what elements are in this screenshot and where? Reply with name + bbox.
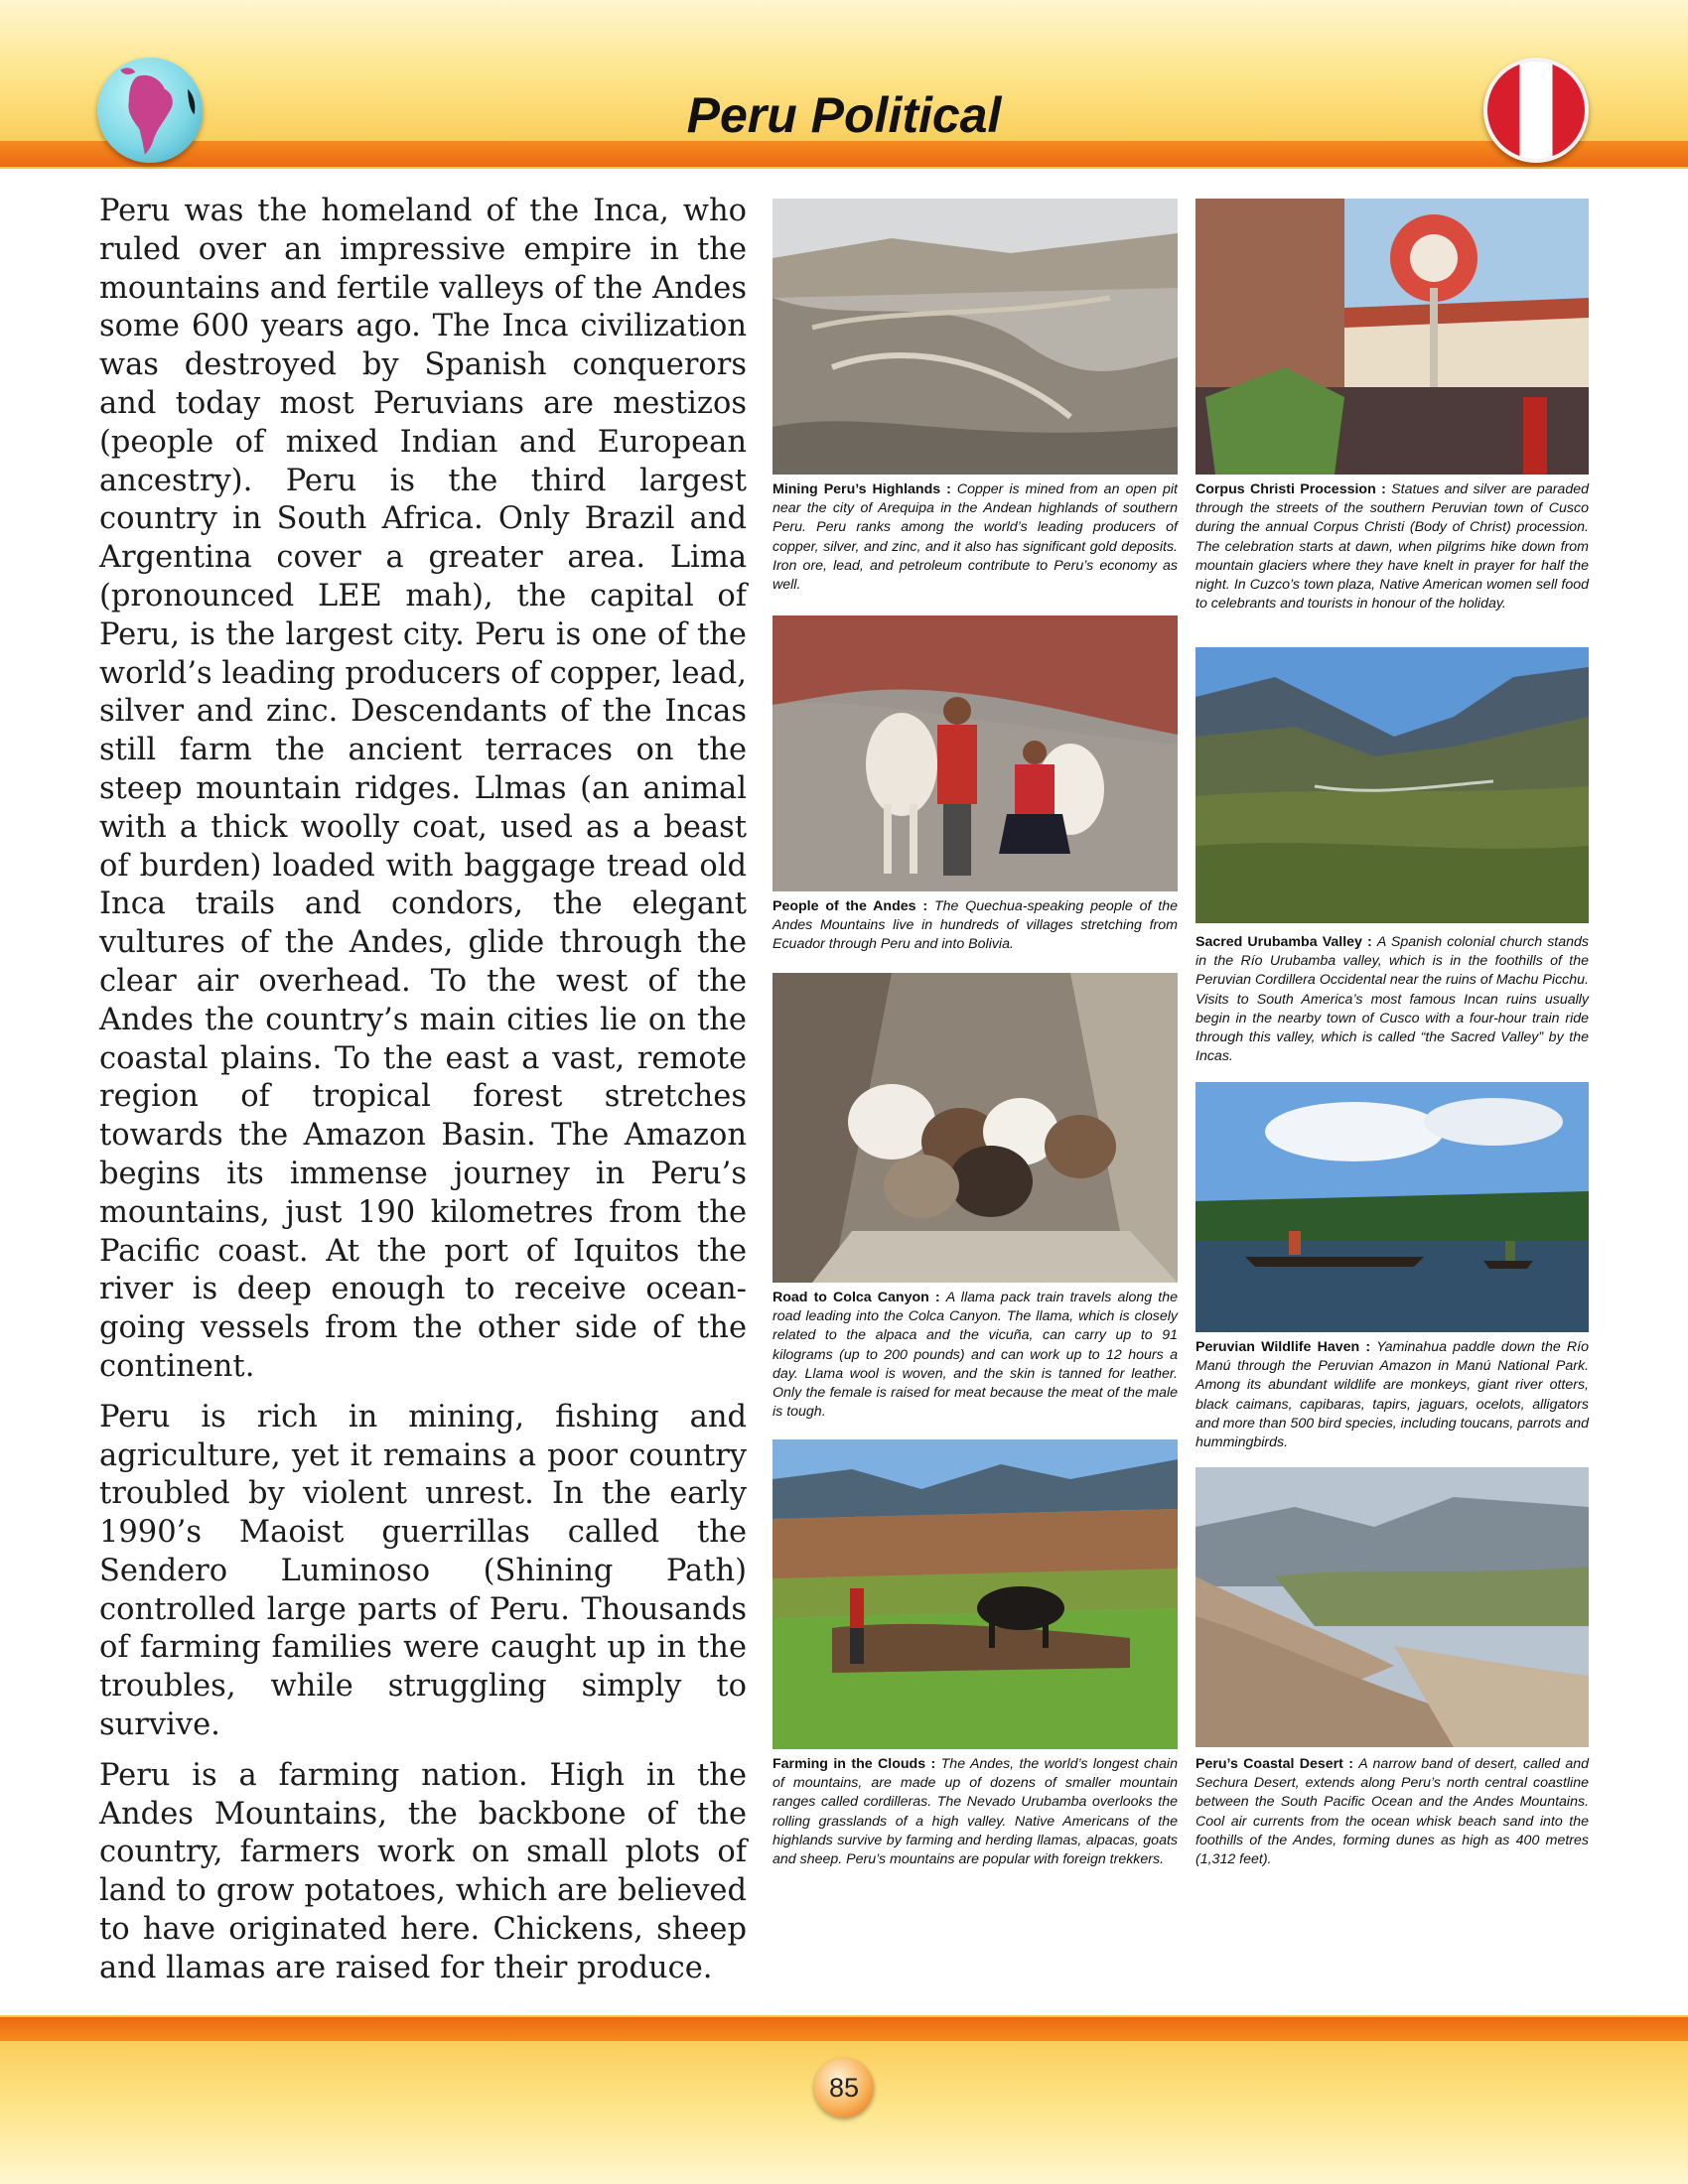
- caption-text: Statues and silver are paraded through the streets of the southern Peruvian town of Cusco during the annual Corpus Christi (Body of Christ) procession. The celebration starts at dawn, when pilgrims hike down from mountain glaciers where they have knelt in prayer for half the night. In Cuzco’s town plaza, Native American women sell food to celebrants and tourists in honour of the holiday.: [1196, 481, 1589, 613]
- article-paragraph: Peru was the homeland of the Inca, who ruled over an impressive empire in the mountains and fertile valleys of the Andes some 600 years ago. The Inca civilization was destroyed by Spanish conquerors and today most Peruvians are mestizos (people of mixed Indian and European ancestry). Peru is the third largest country in South Africa. Only Brazil and Argentina cover a greater area. Lima (pronounced LEE mah), the capital of Peru, is the largest city. Peru is one of the world’s leading producers of copper, lead, silver and zinc. Descendants of the Incas still farm the ancient terraces on the steep mountain ridges. Llmas (an animal with a thick woolly coat, used as a beast of burden) loaded with baggage tread old Inca trails and condors, the elegant vultures of the Andes, glide through the clear air overhead. To the west of the Andes the country’s main cities lie on the coastal plains. To the east a vast, remote region of tropical forest stretches towards the Amazon Basin. The Amazon begins its immense journey in Peru’s mountains, just 190 kilometres from the Pacific coast. At the port of Iquitos the river is deep enough to receive ocean-going vessels from the other side of the continent.: [99, 194, 747, 1384]
- sacred-valley-caption: [1196, 933, 1589, 1066]
- corpus-christi-photo: [1196, 199, 1589, 475]
- caption-text: A Spanish colonial church stands in the Río Urubamba valley, which is in the foothills of the Peruvian Cordillera Occidental near the ruins of Machu Picchu. Visits to South America’s most famous Incan ruins usually begin in the nearby town of Cusco with a four-hour train ride through this valley, which is called “the Sacred Valley” by the Incas.: [1196, 934, 1589, 1065]
- caption-text: A narrow band of desert, called and Sechura Desert, extends along Peru’s north central coastline between the South Pacific Ocean and the Andes Mountains. Cool air currents from the ocean whisk beach sand into the foothills of the Andes, forming dunes as high as 400 metres (1,312 feet).: [1196, 1756, 1590, 1868]
- article-paragraph: Peru is rich in mining, fishing and agriculture, yet it remains a poor country troubled by violent unrest. In the early 1990’s Maoist guerrillas called the Sendero Luminoso (Shining Path) controlled large parts of Peru. Thousands of farming families were caught up in the troubles, while struggling simply to survive.: [99, 1399, 747, 1743]
- caption-text: The Quechua-speaking people of the Andes Mountains live in hundreds of villages stretching from Ecuador through Peru and into Bolivia.: [773, 898, 1178, 953]
- caption-title: Peru’s Coastal Desert :: [1196, 1756, 1353, 1772]
- article-body: [99, 193, 747, 2000]
- farming-photo: [773, 1439, 1178, 1749]
- farming-caption: [773, 1755, 1178, 1869]
- mining-caption: [773, 480, 1178, 595]
- wildlife-haven-photo: [1196, 1082, 1589, 1332]
- colca-llamas-photo: [773, 973, 1178, 1283]
- caption-title: People of the Andes :: [773, 898, 928, 914]
- page-title: Peru Political: [686, 87, 1002, 143]
- coastal-desert-caption: [1196, 1755, 1589, 1869]
- wildlife-haven-caption: [1196, 1338, 1589, 1452]
- mining-photo: [773, 199, 1178, 475]
- article-paragraph: Peru is a farming nation. High in the Andes Mountains, the backbone of the country, farmers work on small plots of land to grow potatoes, which are believed to have originated here. Chickens, sheep and llamas are raised for their produce.: [99, 1757, 747, 1985]
- caption-title: Mining Peru’s Highlands :: [773, 481, 951, 497]
- caption-text: Copper is mined from an open pit near the city of Arequipa in the Andean highlands of southern Peru. Peru ranks among the world’s leading producers of copper, silver, and zinc, and it also has significant gold deposits. Iron ore, lead, and petroleum contribute to Peru’s economy as well.: [773, 481, 1179, 594]
- caption-title: Peruvian Wildlife Haven :: [1196, 1339, 1371, 1355]
- caption-title: Sacred Urubamba Valley :: [1196, 934, 1372, 950]
- colca-caption: [773, 1289, 1178, 1422]
- sacred-valley-photo: [1196, 647, 1589, 923]
- andes-people-photo: [773, 615, 1178, 891]
- caption-title: Corpus Christi Procession :: [1196, 481, 1386, 497]
- corpus-christi-caption: [1196, 480, 1589, 614]
- caption-title: Farming in the Clouds :: [773, 1756, 936, 1772]
- page-number: 85: [814, 2058, 874, 2117]
- caption-text: A llama pack train travels along the road leading into the Colca Canyon. The llama, which is closely related to the alpaca and the vicuña, can carry up to 91 kilograms (up to 200 pounds) and can work up to 12 hours a day. Llama wool is woven, and the skin is tanned for leather. Only the female is raised for meat because the meat of the male is tough.: [773, 1290, 1179, 1421]
- footer-band: [0, 2017, 1688, 2041]
- coastal-desert-photo: [1196, 1467, 1589, 1747]
- caption-text: Yaminahua paddle down the Río Manú through the Peruvian Amazon in Manú National Park. Among its abundant wildlife are monkeys, giant river otters, black caimans, capibaras, tapirs, jaguars, ocelots, alligators and more than 500 bird species, including toucans, parrots and hummingbirds.: [1196, 1339, 1589, 1451]
- caption-title: Road to Colca Canyon :: [773, 1290, 940, 1305]
- caption-text: The Andes, the world’s longest chain of mountains, are made up of dozens of smaller mountain ranges called cordilleras. The Nevado Urubamba overlooks the rolling grasslands of a high valley. Native Americans of the highlands survive by farming and herding llamas, alpacas, goats and sheep. Peru’s mountains are popular with foreign trekkers.: [773, 1756, 1178, 1868]
- andes-people-caption: [773, 897, 1178, 955]
